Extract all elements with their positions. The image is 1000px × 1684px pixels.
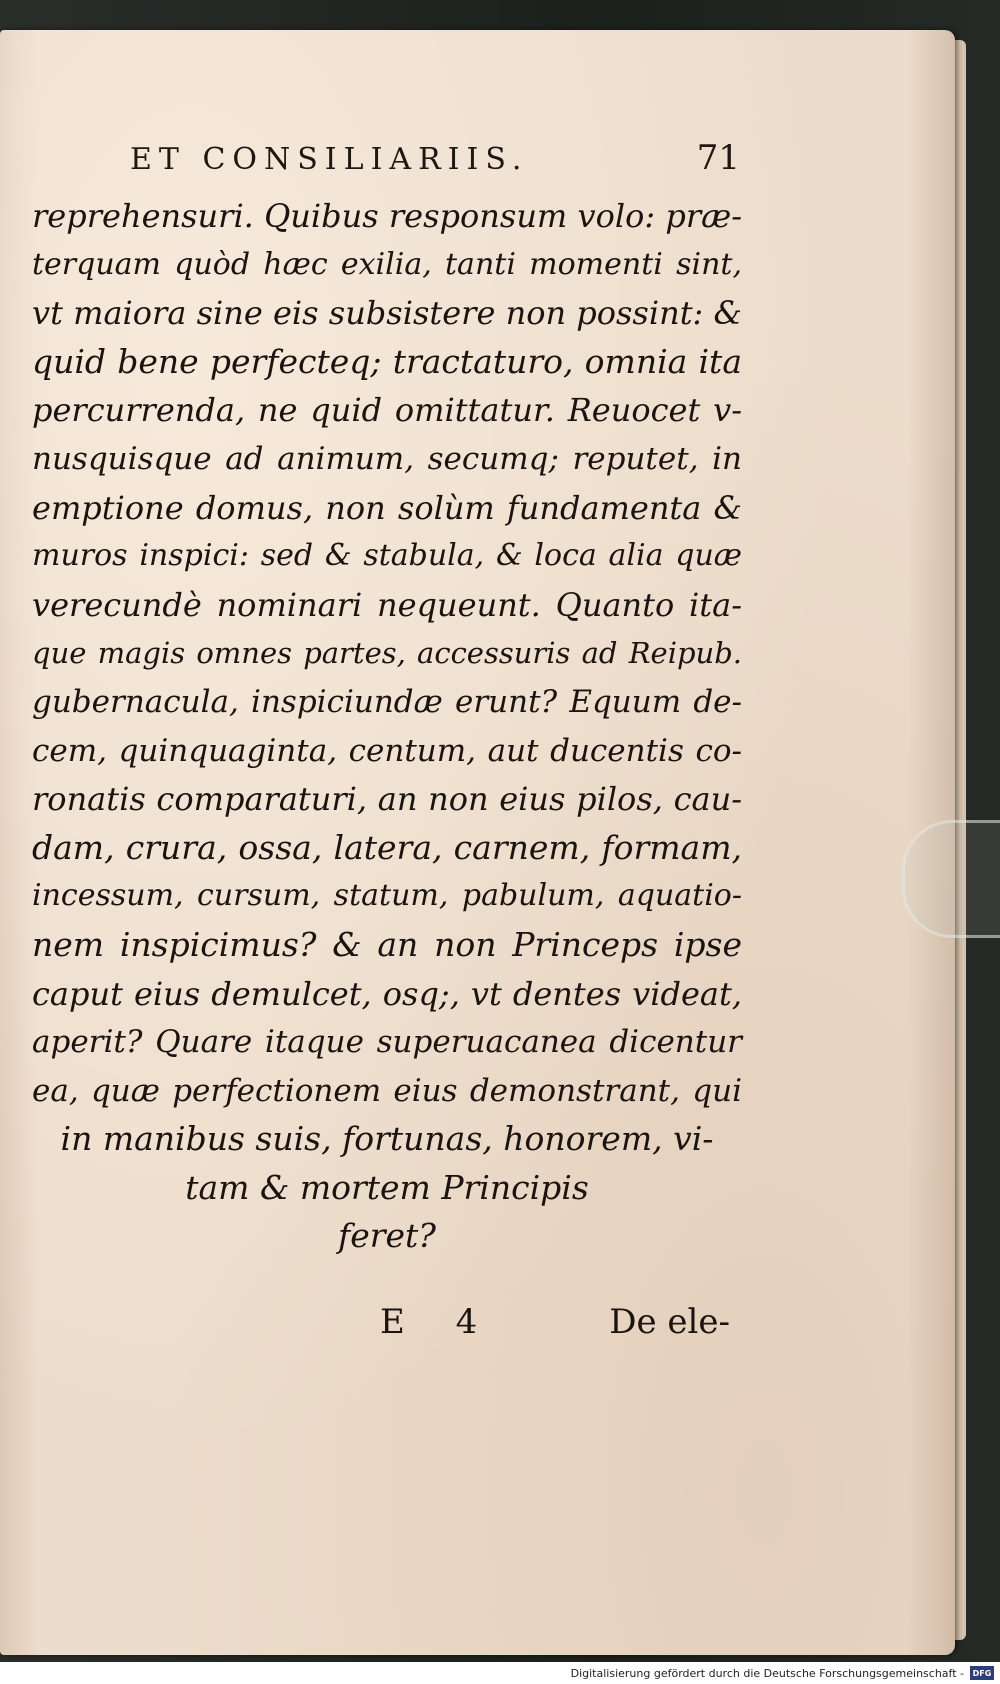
text-line: tam & mortem Principis <box>185 1167 589 1207</box>
credit-text: Digitalisierung gefördert durch die Deutsche Forschungsgemeinschaft - <box>570 1666 964 1680</box>
page-number: 71 <box>696 138 740 178</box>
body-text <box>32 192 742 1261</box>
running-head <box>130 138 740 178</box>
text-line: dam, crura, ossa, latera, carnem, formam, <box>32 827 742 867</box>
text-line: feret? <box>337 1216 436 1256</box>
text-line: terquam quòd hæc exilia, tanti momenti sint, <box>32 246 742 282</box>
text-line: nusquisque ad animum, secumq; reputet, in <box>32 440 742 477</box>
text-line: quid bene perfecteq; tractaturo, omnia ita <box>32 341 742 381</box>
text-line: nem inspicimus? & an non Princeps ipse <box>32 924 742 964</box>
text-line: muros inspici: sed & stabula, & loca alia quæ <box>32 538 742 574</box>
text-line: reprehensuri. Quibus responsum volo: præ- <box>32 197 742 235</box>
text-line: que magis omnes partes, accessuris ad Reipub. <box>32 636 742 671</box>
text-line: in manibus suis, fortunas, honorem, vi- <box>60 1119 714 1159</box>
signature-mark: E 4 <box>380 1302 498 1342</box>
digitization-credit-bar <box>0 1662 1000 1684</box>
text-line: ea, quæ perfectionem eius demonstrant, qui <box>32 1072 742 1109</box>
text-line: caput eius demulcet, osq;, vt dentes videat, <box>32 974 742 1013</box>
text-line: incessum, cursum, statum, pabulum, aquatio- <box>32 878 742 914</box>
catchword: De ele- <box>609 1302 730 1342</box>
text-line: gubernacula, inspiciundæ erunt? Equum de- <box>32 683 742 720</box>
catchline <box>380 1302 730 1342</box>
dfg-logo: DFG <box>970 1666 994 1680</box>
page-clip <box>902 820 1000 938</box>
text-line: cem, quinquaginta, centum, aut ducentis co- <box>32 732 742 769</box>
text-line: vt maiora sine eis subsistere non possint: & <box>32 294 742 333</box>
text-line: verecundè nominari nequeunt. Quanto ita- <box>32 585 742 624</box>
running-head-title: ET CONSILIARIIS. <box>130 142 529 177</box>
text-line: emptione domus, non solùm fundamenta & <box>32 488 742 527</box>
text-line: aperit? Quare itaque superuacanea dicentur <box>32 1024 742 1061</box>
text-line: ronatis comparaturi, an non eius pilos, cau- <box>32 780 742 819</box>
text-line: percurrenda, ne quid omittatur. Reuocet v- <box>32 391 742 430</box>
